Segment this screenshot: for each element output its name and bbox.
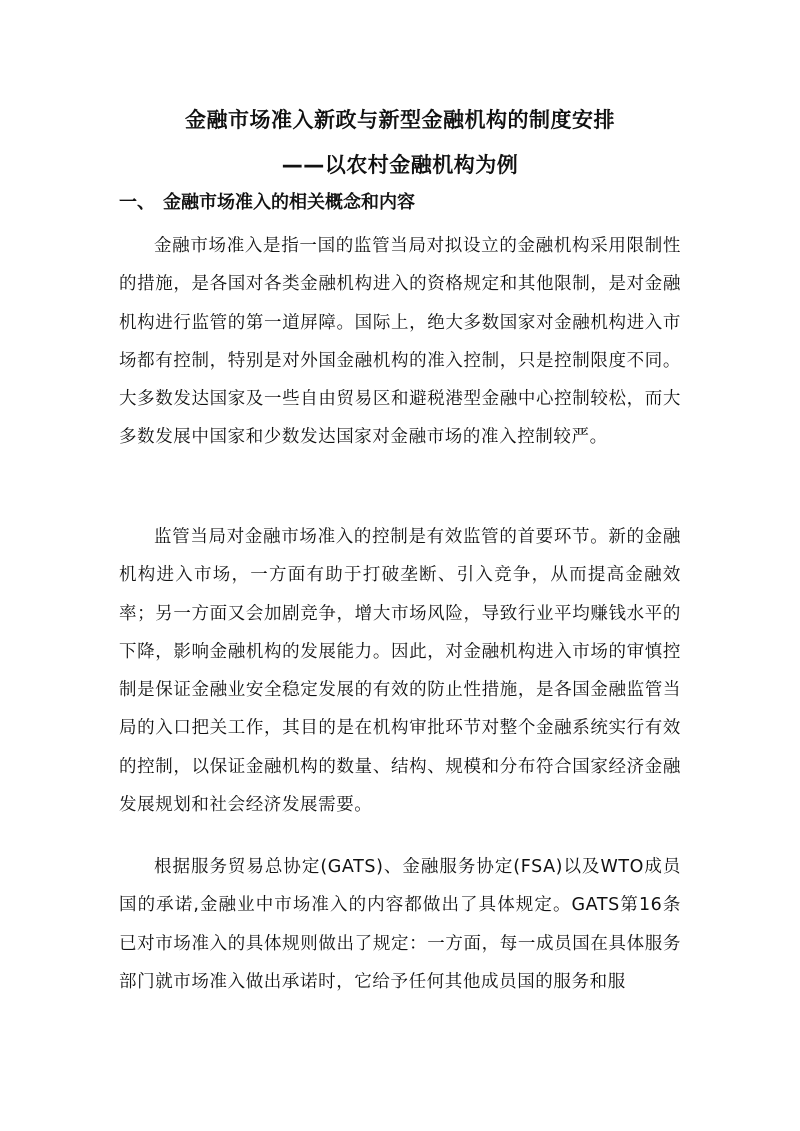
document-subtitle: ——以农村金融机构为例	[281, 153, 519, 177]
paragraph-1: 金融市场准入是指一国的监管当局对拟设立的金融机构采用限制性的措施，是各国对各类金融机构进入的资格规定和其他限制，是对金融机构进行监管的第一道屏障。国际上，绝大多数国家对金融机构进入市场都有控制，特别是对外国金融机构的准入控制，只是控制限度不同。大多数发达国家及一些自由贸易区和避税港型金融中心控制较松，而大多数发展中国家和少数发达国家对金融市场的准入控制较严。	[119, 236, 681, 448]
paragraph-2: 监管当局对金融市场准入的控制是有效监管的首要环节。新的金融机构进入市场，一方面有助于打破垄断、引入竞争，从而提高金融效率；另一方面又会加剧竞争，增大市场风险，导致行业平均赚钱水平的下降，影响金融机构的发展能力。因此，对金融机构进入市场的审慎控制是保证金融业安全稳定发展的有效的防止性措施，是各国金融监管当局的入口把关工作，其目的是在机构审批环节对整个金融系统实行有效的控制，以保证金融机构的数量、结构、规模和分布符合国家经济金融发展规划和社会经济发展需要。	[119, 527, 681, 816]
section-number: 一、	[119, 192, 155, 213]
section-heading	[119, 188, 415, 214]
section-title: 金融市场准入的相关概念和内容	[163, 192, 415, 213]
paragraph-3: 根据服务贸易总协定(GATS)、金融服务协定(FSA)以及WTO成员国的承诺,金融业中市场准入的内容都做出了具体规定。GATS第16条已对市场准入的具体规则做出了规定：一方面，每一成员国在具体服务部门就市场准入做出承诺时，它给予任何其他成员国的服务和服	[119, 857, 681, 992]
document-title: 金融市场准入新政与新型金融机构的制度安排	[185, 108, 615, 132]
